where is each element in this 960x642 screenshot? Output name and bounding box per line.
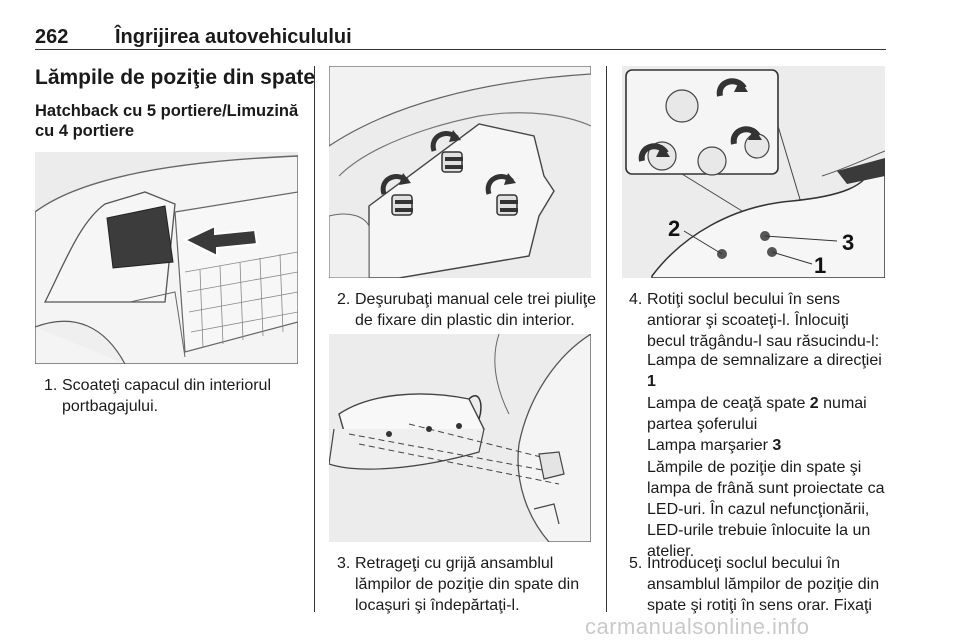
figure-lamp-removal [329, 334, 591, 542]
step-5-text: Introduceţi soclul becului în ansamblul lămpilor de poziţie din spate şi rotiţi în sens orar. Fixaţi [647, 555, 880, 614]
bulb-fog-lamp-note: numai partea şoferului [647, 395, 867, 433]
callout-3: 3 [842, 230, 855, 255]
step-2-text: Deşurubaţi manual cele trei piuliţe de fixare din plastic din interior. [355, 291, 597, 329]
figure-bulb-sockets [622, 66, 885, 278]
section-subtitle: Hatchback cu 5 portiere/Limuzină cu 4 portiere [35, 102, 299, 140]
section-title: Lămpile de poziţie din spate [35, 66, 316, 89]
bulb-reverse-lamp-number: 3 [772, 437, 782, 454]
figure-plastic-nuts [329, 66, 591, 278]
header-rule [35, 49, 886, 50]
step-5 [629, 553, 891, 616]
bulb-turn-signal-label: Lampa de semnalizare a direcţiei [647, 352, 882, 369]
step-2-number: 2. [337, 291, 351, 308]
step-3 [337, 553, 599, 616]
step-2 [337, 289, 599, 331]
bulb-fog-lamp [647, 393, 887, 435]
step-1 [44, 375, 294, 417]
step-1-number: 1. [44, 377, 58, 394]
lamp-removal-illustration [329, 334, 591, 542]
led-note: Lămpile de poziţie din spate şi lampa de frână sunt proiectate ca LED-uri. În cazul nefuncţionării, LED-urile trebuie înlocuite la un atelier. [647, 459, 885, 560]
callout-2: 2 [668, 216, 681, 241]
bulb-fog-lamp-label: Lampa de ceaţă spate [647, 395, 806, 412]
step-4-text: Rotiţi soclul becului în sens antiorar şi scoateţi-l. Înlocuiţi becul trăgându-l sau răsucindu-l: [647, 291, 880, 350]
step-4 [629, 289, 891, 352]
column-divider-left [314, 66, 315, 612]
step-3-number: 3. [337, 555, 351, 572]
column-divider-right [606, 66, 607, 612]
figure-trunk-cover [35, 152, 298, 364]
step-4-number: 4. [629, 291, 643, 308]
bulb-turn-signal-number: 1 [647, 373, 656, 390]
plastic-nuts-illustration [329, 66, 591, 278]
bulb-sockets-illustration [622, 66, 885, 278]
bulb-reverse-lamp [647, 435, 887, 456]
bulb-fog-lamp-number: 2 [809, 395, 819, 412]
watermark: carmanualsonline.info [585, 614, 810, 639]
trunk-cover-illustration [35, 152, 298, 364]
step-3-text: Retrageţi cu grijă ansamblul lămpilor de poziţie din spate din locaşuri şi îndepărtaţi-l. [355, 555, 580, 614]
callout-1: 1 [814, 253, 827, 278]
bulb-turn-signal [647, 350, 887, 392]
step-5-number: 5. [629, 555, 643, 572]
step-1-text: Scoateţi capacul din interiorul portbagajului. [62, 377, 272, 415]
chapter-title: Îngrijirea autovehiculului [115, 26, 352, 48]
page-number: 262 [35, 26, 69, 48]
bulb-reverse-lamp-label: Lampa marşarier [647, 437, 768, 454]
